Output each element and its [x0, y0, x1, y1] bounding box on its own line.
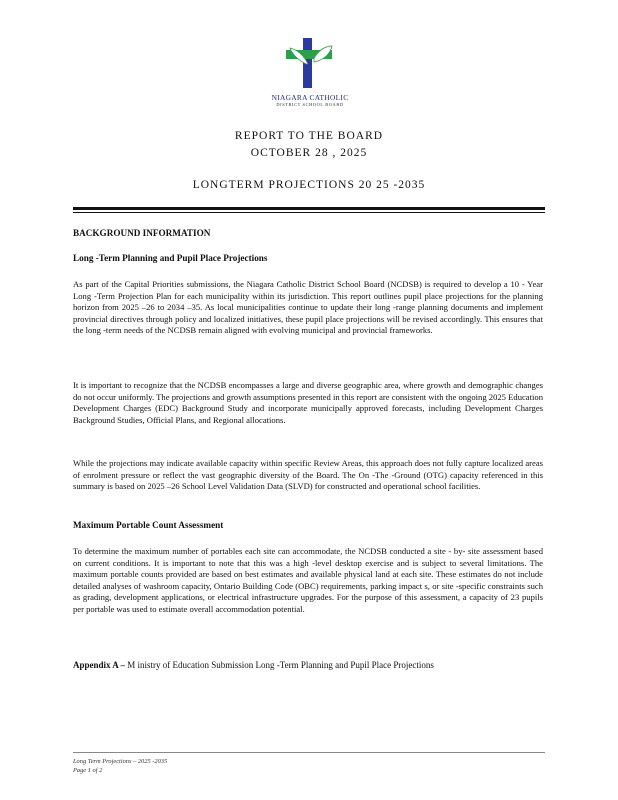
report-title: REPORT TO THE BOARD [234, 130, 384, 142]
logo-subtitle: DISTRICT SCHOOL BOARD [276, 102, 344, 107]
report-subject: LONGTERM PROJECTIONS 20 25 -2035 [192, 179, 426, 191]
paragraph-geographic-area: It is important to recognize that the NCDSB encompasses a large and diverse geographic area, where growth and demographic changes do not occur uniformly. The projections and growth assumptions presented in this report are consistent with the ongoing 2025 Education Development Charges (EDC) Background Study and incorporate municipally approved forecasts, including Development Charges Background Studies, Official Plans, and Regional allocations. [73, 380, 543, 425]
report-date: OCTOBER 28 , 2025 [250, 147, 368, 159]
max-portable-heading: Maximum Portable Count Assessment [73, 520, 224, 530]
logo-name: NIAGARA CATHOLIC [271, 93, 349, 102]
appendix-line [73, 660, 434, 670]
footer-page-number: Page 1 of 2 [73, 767, 103, 774]
paragraph-portable-assessment: To determine the maximum number of portables each site can accommodate, the NCDSB conducted a site - by- site assessment based on current conditions. It is important to note that this was a high -level desktop exercise and is subject to several limitations. The maximum portable counts provided are based on best estimates and available physical land at each site. These estimates do not include detailed analyses of washroom capacity, Ontario Building Code (OBC) requirements, parking impact s, or site -specific constraints such as grading, development applications, or electrical infrastructure upgrades. For the purpose of this assessment, a capacity of 23 pupils per portable was used to estimate overall accommodation potential. [73, 546, 543, 614]
appendix-text: M inistry of Education Submission Long -Term Planning and Pupil Place Projections [127, 660, 434, 670]
footer-title: Long Term Projections – 2025 -2035 [73, 758, 168, 765]
title-divider-thick [73, 207, 545, 210]
footer-divider [73, 752, 545, 753]
title-divider-thin [73, 212, 545, 213]
appendix-label: Appendix A – [73, 660, 126, 670]
ltp-heading: Long -Term Planning and Pupil Place Projections [73, 253, 268, 263]
paragraph-capital-priorities: As part of the Capital Priorities submissions, the Niagara Catholic District School Board (NCDSB) is required to develop a 10 - Year Long -Term Projection Plan for each municipality within its jurisdiction. This report outlines pupil place projections for the planning horizon from 2025 –26 to 2034 –35. As local municipalities continue to update their long -range planning documents and implement provincial directives through policy and localized initiatives, these pupil place projections will be revised accordingly. This ensures that the long -term needs of the NCDSB remain aligned with evolving municipal and provincial frameworks. [73, 279, 543, 336]
background-heading: BACKGROUND INFORMATION [73, 228, 211, 238]
paragraph-projections-capacity: While the projections may indicate available capacity within specific Review Areas, this approach does not fully capture localized areas of enrolment pressure or reflect the vast geographic diversity of the Board. The On -The -Ground (OTG) capacity referenced in this summary is based on 2025 –26 School Level Validation Data (SLVD) for constructed and operational school facilities. [73, 458, 543, 492]
